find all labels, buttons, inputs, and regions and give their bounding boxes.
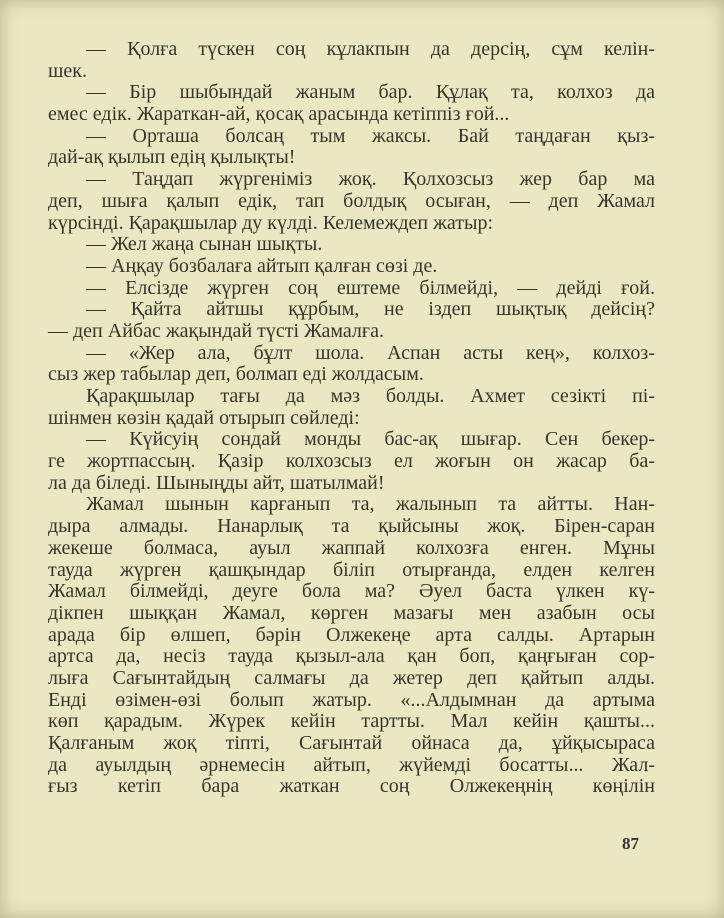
text-line: лыға Сағынтайдың салмағы да жетер деп қайтып алды. [48, 666, 655, 689]
text-line: ла да біледі. Шыныңды айт, шатылмай! [48, 471, 385, 494]
text-line: жекеше болмаса, ауыл жаппай колхозға енген. Мұны [48, 536, 655, 559]
text-line: арада бір өлшеп, бәрін Олжекеңе арта салды. Артарын [48, 623, 655, 646]
book-page-text [48, 39, 655, 798]
text-line: — деп Айбас жақындай түсті Жамалға. [48, 319, 384, 342]
text-line: Қалғаным жоқ тіпті, Сағынтай ойнаса да, ұйқысыраса [48, 732, 655, 754]
text-line: — Жел жаңа сынан шықты. [86, 233, 323, 256]
text-line: шінмен көзін қадай отырып сөйледі: [48, 406, 360, 429]
text-line: шек. [48, 59, 87, 82]
text-line: Жамал шынын карғанып та, жалынып та айтты. Нан- [86, 493, 655, 516]
text-line: — Аңқау бозбалаға айтып қалған сөзі де. [86, 254, 438, 277]
text-line: Енді өзімен-өзі болып жатыр. «...Алдымнан да артыма [48, 688, 655, 711]
text-line: — «Жер ала, бұлт шола. Аспан асты кең», колхоз- [86, 341, 655, 364]
text-line: сыз жер табылар деп, болмап еді жолдасым. [48, 363, 424, 386]
text-line: ғыз кетіп бара жаткан соң Олжекеңнің көңілін [48, 775, 655, 798]
text-line: артса да, несіз тауда қызыл-ала қан боп, қаңғыған сор- [48, 645, 655, 668]
text-line: күрсінді. Қарақшылар ду күлді. Келемеждеп жатыр: [48, 211, 494, 234]
text-line: — Таңдап жүргеніміз жоқ. Қолхозсыз жер бар ма [86, 168, 655, 191]
text-line: — Орташа болсаң тым жаксы. Бай таңдаған қыз- [86, 124, 655, 147]
text-line: дікпен шыққан Жамал, көрген мазағы мен азабын осы [48, 601, 655, 624]
text-line: Қарақшылар тағы да мәз болды. Ахмет сезікті пі- [86, 385, 655, 407]
text-line: — Күйсуің сондай монды бас-ақ шығар. Сен бекер- [86, 428, 655, 451]
text-line: — Қолға түскен соң кұлакпын да дерсің, сұм келін- [86, 38, 655, 60]
text-line: — Бір шыбындай жаным бар. Құлақ та, колхоз да [86, 81, 655, 104]
text-line: деп, шыға қалып едік, тап болдық осыған, — деп Жамал [48, 189, 655, 212]
text-line: дыра алмады. Нанарлық та қыйсыны жоқ. Бірен-саран [48, 515, 655, 538]
text-line: да ауылдың әрнемесін айтып, жүйемді босатты... Жал- [48, 753, 655, 776]
text-line: дай-ақ қылып едің қылықты! [48, 146, 296, 169]
text-line: тауда жүрген қашқындар біліп отырғанда, елден келген [48, 558, 655, 581]
text-line: емес едік. Жараткан-ай, қосақ арасында кетіппіз ғой... [48, 103, 510, 126]
page-number: 87 [622, 834, 639, 853]
text-line: — Елсізде жүрген соң ештеме білмейді, — дейді ғой. [86, 276, 655, 299]
text-line: көп қарадым. Жүрек кейін тартты. Мал кейін қашты... [48, 710, 655, 733]
text-line: Жамал білмейді, деуге бола ма? Әуел баста үлкен кү- [48, 580, 655, 603]
text-line: — Қайта айтшы құрбым, не іздеп шықтық дейсің? [86, 298, 655, 321]
text-line: ге жортпассың. Қазір колхозсыз ел жоғын он жасар ба- [48, 450, 655, 473]
